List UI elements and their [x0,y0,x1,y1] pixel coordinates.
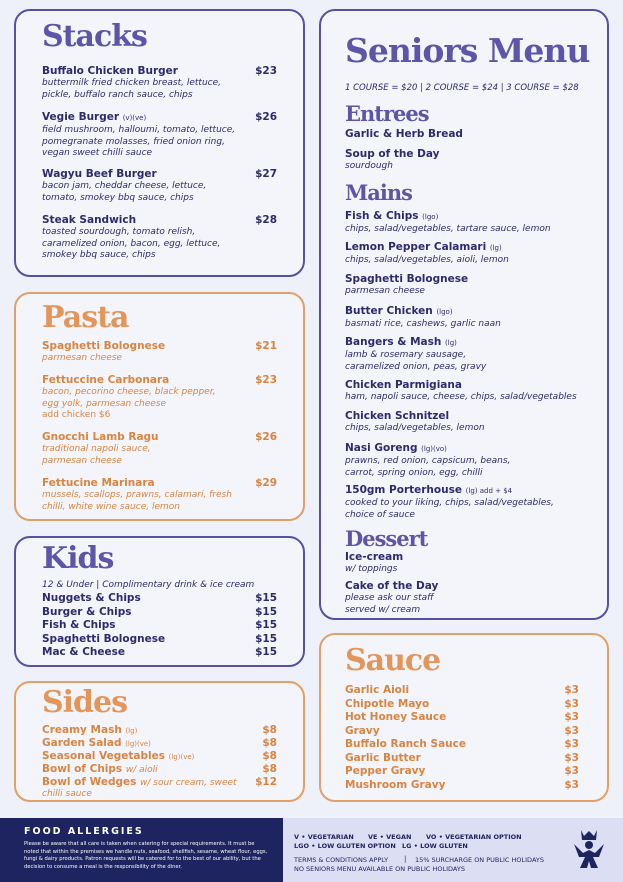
item-price: $3 [564,724,579,737]
menu-item [345,442,581,479]
sides-title: Sides [42,685,128,720]
list-item [345,684,579,698]
item-price: $3 [564,751,579,764]
item-price: $27 [255,168,277,180]
list-item [42,592,277,606]
item-desc: buttermilk fried chicken breast, lettuce, pickle, buffalo ranch sauce, chips [42,78,221,100]
item-desc: parmesan cheese [42,353,122,363]
item-desc: chilli sauce [42,789,92,799]
item-tag: w/ aioli [125,765,158,775]
item-tag: (lg)(ve) [168,753,195,761]
menu-item [42,431,277,467]
item-name: Gravy [345,724,380,737]
sauce-title: Sauce [345,643,441,678]
no-seniors-text: NO SENIORS MENU AVAILABLE ON PUBLIC HOLIDAYS [294,865,465,873]
item-desc: traditional napoli sauce, parmesan cheese [42,444,151,466]
item-name: Buffalo Ranch Sauce [345,738,467,750]
list-item [42,633,277,647]
menu-item [345,241,581,267]
menu-item [345,379,581,404]
item-tag: (lgo) [422,213,439,221]
item-desc: chips, salad/vegetables, lemon [345,423,485,433]
item-name: Bowl of Chips [42,763,123,775]
item-price: $3 [564,778,579,791]
menu-item [42,374,277,422]
item-price: $12 [255,776,277,788]
item-name: Garlic & Herb Bread [345,128,463,140]
terms-text: TERMS & CONDITIONS APPLY [294,856,389,864]
kids-section [14,536,305,667]
item-name: Fettucine Marinara [42,477,155,489]
item-name: Gnocchi Lamb Ragu [42,431,159,443]
item-name: Hot Honey Sauce [345,711,447,723]
item-name: Spaghetti Bolognese [345,273,469,285]
stacks-title: Stacks [42,19,147,54]
sides-section [14,681,305,802]
item-price: $21 [255,340,277,352]
item-name: Chipotle Mayo [345,697,430,710]
item-name: Nasi Goreng [345,442,418,454]
item-price: $15 [255,605,277,618]
item-name: Buffalo Chicken Burger [42,65,178,77]
list-item [345,779,579,793]
item-desc: sourdough [345,161,393,171]
item-price: $26 [255,111,277,123]
item-name: Cake of the Day [345,580,439,592]
item-tag: (lg) [125,727,138,735]
surcharge-text: 15% SURCHARGE ON PUBLIC HOLIDAYS [415,856,544,864]
item-name: Garlic Aioli [345,684,410,696]
menu-item [345,128,581,141]
item-name: 150gm Porterhouse [345,484,462,496]
item-price: $15 [255,632,277,645]
item-desc: parmesan cheese [345,286,425,296]
list-item [345,698,579,712]
item-name: Fish & Chips [42,619,116,631]
allergies-panel [0,818,283,882]
list-item [42,776,277,789]
sauce-section [319,633,609,802]
list-item [42,750,277,763]
item-name: Soup of the Day [345,148,440,160]
item-desc: toasted sourdough, tomato relish, caramelized onion, bacon, egg, lettuce, smokey bbq sauce, chips [42,227,221,260]
item-desc: w/ toppings [345,564,398,574]
menu-item [345,551,581,576]
item-name: Burger & Chips [42,605,132,618]
item-price: $3 [564,738,579,750]
stacks-section [14,9,305,277]
list-item [42,724,277,737]
item-name: Mushroom Gravy [345,778,446,791]
item-price: $23 [255,374,277,386]
menu-item [42,65,277,101]
allergies-title: FOOD ALLERGIES [24,826,144,837]
item-price: $8 [262,763,277,775]
crown-person-logo [571,826,607,876]
list-item [42,737,277,750]
item-desc: ham, napoli sauce, cheese, chips, salad/vegetables [345,392,577,402]
item-price: $3 [564,697,579,710]
sides-list [42,724,277,801]
item-name: Fish & Chips [345,210,419,222]
item-tag: (lgo) [436,308,453,316]
kids-subtitle: 12 & Under | Complimentary drink & ice cream [42,580,255,590]
item-name: Fettuccine Carbonara [42,374,170,386]
kids-title: Kids [42,541,114,576]
list-item [345,752,579,766]
menu-item [345,273,581,298]
item-name: Vegie Burger [42,111,120,123]
item-price: $8 [262,750,277,762]
item-price: $15 [255,646,277,658]
item-price: $3 [564,684,579,696]
item-name: Butter Chicken [345,305,433,317]
entrees-title: Entrees [345,101,429,126]
item-tag: (lg)(ve) [125,740,151,748]
list-item [42,646,277,660]
item-desc: please ask our staff served w/ cream [345,593,434,615]
dessert-title: Dessert [345,526,428,551]
list-item [42,606,277,620]
seniors-title: Seniors Menu [345,31,590,70]
legend-lg: LG • LOW GLUTEN [402,842,468,850]
item-name: Chicken Parmigiana [345,379,462,391]
item-desc: bacon jam, cheddar cheese, lettuce, tomato, smokey bbq sauce, chips [42,181,207,203]
item-name: Ice-cream [345,551,404,563]
menu-item [42,111,277,160]
legend-v: V • VEGETARIAN [294,833,354,841]
kids-list [42,592,277,660]
legend-vo: VO • VEGETARIAN OPTION [426,833,522,841]
item-price: $15 [255,592,277,604]
footer [0,818,623,882]
allergies-text: Please be aware that all care is taken when catering for special requirements. It must be noted that within the premises we handle nuts, seafood, shellfish, sesame, wheat flour, eggs, fungi & dairy products. Patron requests will be catered for to the best of our ability, but the decision to consume a meal is the responsibility of the diner. [24,841,268,870]
item-price: $3 [564,711,579,723]
item-name: Mac & Cheese [42,646,126,658]
menu-item [345,210,581,236]
item-name: Bangers & Mash [345,336,442,348]
item-extra: add chicken $6 [42,410,111,420]
list-item [42,763,277,776]
item-name: Creamy Mash [42,724,122,736]
item-price: $29 [255,477,277,489]
item-desc: bacon, pecorino cheese, black pepper, egg yolk, parmesan cheese [42,387,216,409]
item-name: Steak Sandwich [42,214,137,226]
item-tag: w/ sour cream, sweet [140,778,237,788]
item-price: $15 [255,619,277,631]
menu-item [345,305,581,331]
legend-lgo: LGO • LOW GLUTEN OPTION [294,842,396,850]
item-desc: basmati rice, cashews, garlic naan [345,319,501,329]
menu-item [42,214,277,262]
list-item [42,619,277,633]
item-tag: (v)(ve) [122,114,147,122]
menu-item [345,580,581,616]
item-desc: mussels, scallops, prawns, calamari, fresh chilli, white wine sauce, lemon [42,490,232,512]
item-name: Spaghetti Bolognese [42,340,166,352]
item-desc: prawns, red onion, capsicum, beans, carrot, spring onion, egg, chilli [345,456,511,478]
menu-item [42,340,277,365]
item-desc: cooked to your liking, chips, salad/vegetables, choice of sauce [345,498,554,520]
item-name: Pepper Gravy [345,765,426,777]
item-desc: lamb & rosemary sausage, caramelized onion, peas, gravy [345,350,487,372]
item-name: Seasonal Vegetables [42,750,165,762]
item-name: Spaghetti Bolognese [42,632,166,645]
legend-panel [283,818,623,882]
item-name: Chicken Schnitzel [345,410,450,422]
menu-item [42,477,277,513]
item-desc: chips, salad/vegetables, aioli, lemon [345,255,509,265]
list-item [345,711,579,725]
item-desc: chips, salad/vegetables, tartare sauce, lemon [345,224,551,234]
item-tag: (lg) add + $4 [465,487,513,495]
item-tag: (lg)(vo) [421,445,447,453]
item-tag: (lg) [445,339,457,347]
menu-item [42,168,277,204]
seniors-section [319,9,609,620]
menu-item [345,484,581,521]
divider: | [404,855,407,863]
list-item [345,765,579,779]
item-price: $28 [255,214,277,226]
legend-ve: VE • VEGAN [368,833,412,841]
item-name: Bowl of Wedges [42,776,137,788]
item-price: $3 [564,765,579,777]
list-item [345,725,579,739]
item-price: $23 [255,65,277,77]
pasta-section [14,292,305,521]
menu-item [345,336,581,373]
item-name: Wagyu Beef Burger [42,168,157,180]
item-price: $26 [255,431,277,443]
menu-item [345,148,581,173]
item-desc: field mushroom, halloumi, tomato, lettuce, pomegranate molasses, fried onion ring, vegan sweet chilli sauce [42,125,236,158]
item-name: Lemon Pepper Calamari [345,241,487,253]
item-price: $8 [262,737,277,749]
pasta-title: Pasta [42,300,129,335]
list-item [345,738,579,752]
mains-title: Mains [345,180,412,205]
item-tag: (lg) [489,244,502,252]
item-name: Garlic Butter [345,751,421,764]
sauce-list [345,684,579,792]
item-price: $8 [262,724,277,736]
seniors-pricing: 1 COURSE = $20 | 2 COURSE = $24 | 3 COURSE = $28 [345,83,579,93]
item-name: Nuggets & Chips [42,592,141,604]
item-name: Garden Salad [42,737,122,749]
menu-item [345,410,581,435]
